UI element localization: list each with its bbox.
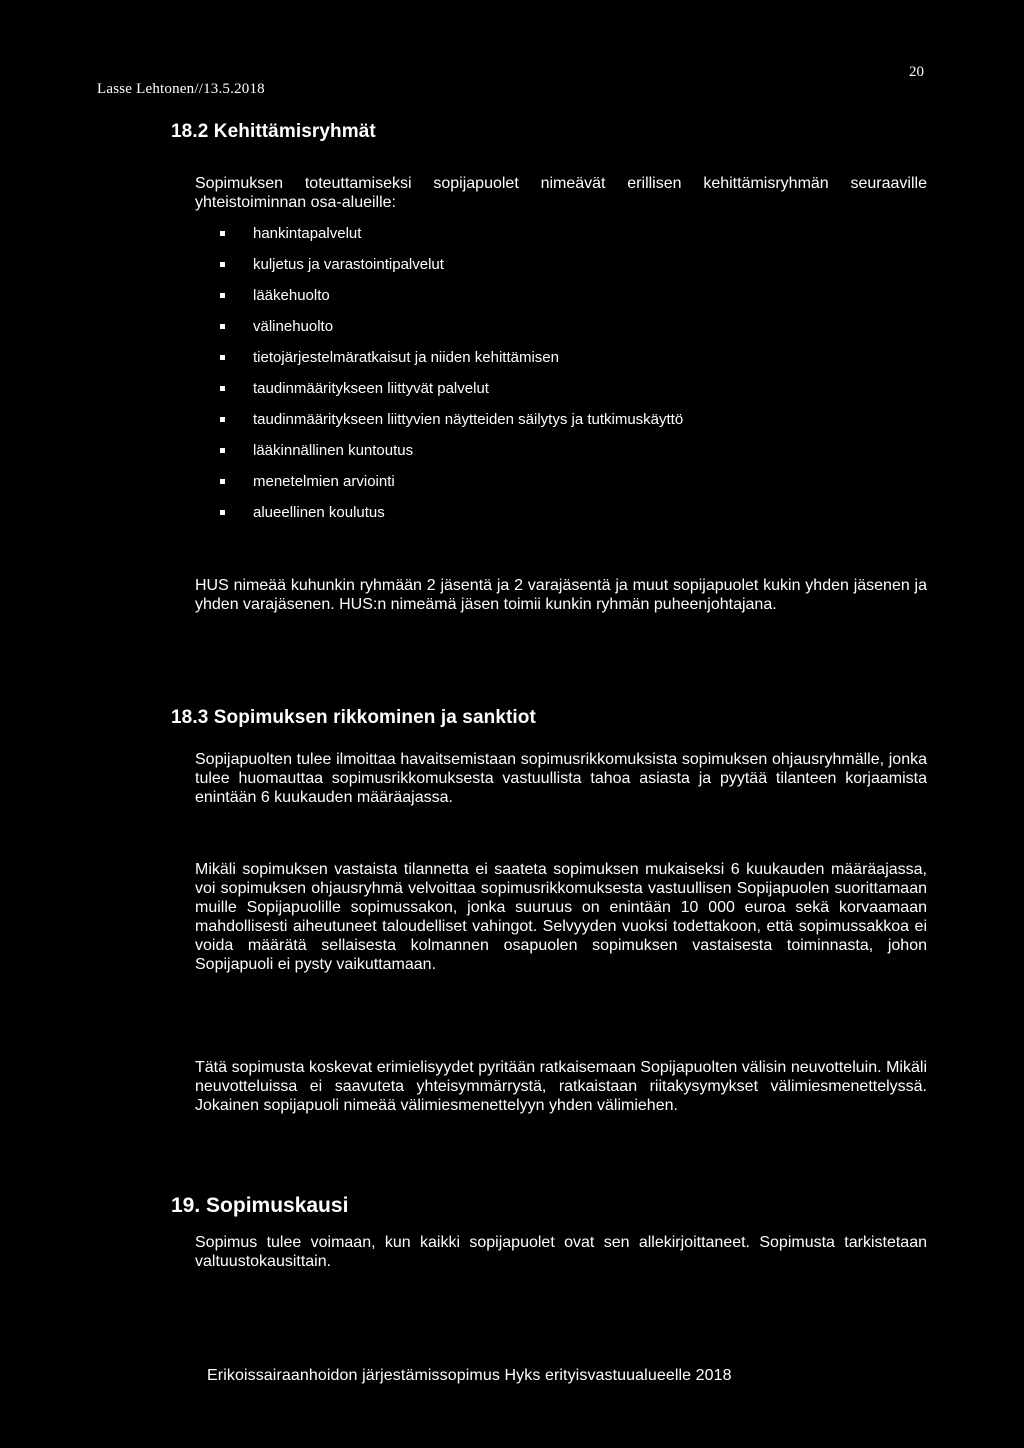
bullet-icon xyxy=(220,293,225,298)
section-18-3-paragraph-2: Mikäli sopimuksen vastaista tilannetta ei saateta sopimuksen mukaiseksi 6 kuukauden määräajassa, voi sopimuksen ohjausryhmä velvoittaa sopimusrikkomuksesta vastuullisen Sopijapuolen suorittamaan muille Sopijapuolille sopimussakon, jonka suuruus on enintään 10 000 euroa sekä korvaamaan mahdollisesti aiheutuneet taloudelliset vahingot. Selvyyden vuoksi todettakoon, että sopimussakkoa ei voida määrätä sellaisesta kolmannen osapuolen sopimuksen vastaisesta toiminnasta, johon Sopijapuoli ei pysty vaikuttamaan. xyxy=(195,861,927,973)
bullet-icon xyxy=(220,262,225,267)
section-19-heading: 19. Sopimuskausi xyxy=(171,1194,349,1217)
bullet-icon xyxy=(220,231,225,236)
section-18-2-closing: HUS nimeää kuhunkin ryhmään 2 jäsentä ja 2 varajäsentä ja muut sopijapuolet kukin yhden jäsenen ja yhden varajäsenen. HUS:n nimeämä jäsen toimii kunkin ryhmän puheenjohtajana. xyxy=(195,577,927,613)
document-page: Lasse Lehtonen//13.5.2018 20 18.2 Kehittämisryhmät Sopimuksen toteuttamiseksi sopijapuolet nimeävät erillisen kehittämisryhmän seuraaville yhteistoiminnan osa-alueille: hankintapalvelut kuljetus ja varastointipalvelut lääkehuolto välinehuolto tietojärjestelmäratkaisut ja niiden kehittämisen taudinmääritykseen liittyvät palvelut taudinmääritykseen liittyvien näytteiden säilytys ja tutkimuskäyttö lääkinnällinen kuntoutus menetelmien arviointi alueellinen koulutus HUS nimeää kuhunkin ryhmään 2 jäsentä ja 2 varajäsentä ja muut sopijapuolet kukin yhden jäsenen ja yhden varajäsenen. HUS:n nimeämä jäsen toimii kunkin ryhmän puheenjohtajana. 18.3 Sopimuksen rikkominen ja sanktiot Sopijapuolten tulee ilmoittaa havaitsemistaan sopimusrikkomuksista sopimuksen ohjausryhmälle, jonka tulee huomauttaa sopimusrikkomuksesta vastuullista tahoa asiasta ja pyytää tilanteen korjaamista enintään 6 kuukauden määräajassa. Mikäli sopimuksen vastaista tilannetta ei saateta sopimuksen mukaiseksi 6 kuukauden määräajassa, voi sopimuksen ohjausryhmä velvoittaa sopimusrikkomuksesta vastuullisen Sopijapuolen suorittamaan muille Sopijapuolille sopimussakon, jonka suuruus on enintään 10 000 euroa sekä korvaamaan mahdollisesti aiheutuneet taloudelliset vahingot. Selvyyden vuoksi todettakoon, että sopimussakkoa ei voida määrätä sellaisesta kolmannen osapuolen sopimuksen vastaisesta toiminnasta, johon Sopijapuoli ei pysty vaikuttamaan. Tätä sopimusta koskevat erimielisyydet pyritään ratkaisemaan Sopijapuolten välisin neuvotteluin. Mikäli neuvotteluissa ei saavuteta yhteisymmärrystä, ratkaistaan riitakysymykset välimiesmenettelyssä. Jokainen sopijapuoli nimeää välimiesmenettelyyn yhden välimiehen. 19. Sopimuskausi Sopimus tulee voimaan, kun kaikki sopijapuolet ovat sen allekirjoittaneet. Sopimusta tarkistetaan valtuustokausittain. Erikoissairaanhoidon järjestämissopimus Hyks erityisvastuualueelle 2018 xyxy=(97,64,927,1384)
bullet-icon xyxy=(220,355,225,360)
section-18-3-paragraph-1: Sopijapuolten tulee ilmoittaa havaitsemistaan sopimusrikkomuksista sopimuksen ohjausryhmälle, jonka tulee huomauttaa sopimusrikkomuksesta vastuullista tahoa asiasta ja pyytää tilanteen korjaamista enintään 6 kuukauden määräajassa. xyxy=(195,751,927,806)
bullet-icon xyxy=(220,417,225,422)
bullet-icon xyxy=(220,510,225,515)
bullet-icon xyxy=(220,386,225,391)
bullet-icon xyxy=(220,448,225,453)
bullet-icon xyxy=(220,479,225,484)
section-18-3-paragraph-3: Tätä sopimusta koskevat erimielisyydet pyritään ratkaisemaan Sopijapuolten välisin neuvotteluin. Mikäli neuvotteluissa ei saavuteta yhteisymmärrystä, ratkaistaan riitakysymykset välimiesmenettelyssä. Jokainen sopijapuoli nimeää välimiesmenettelyyn yhden välimiehen. xyxy=(195,1059,927,1114)
section-18-3-heading: 18.3 Sopimuksen rikkominen ja sanktiot xyxy=(171,707,536,728)
section-18-2-heading: 18.2 Kehittämisryhmät xyxy=(171,121,376,142)
bullet-icon xyxy=(220,324,225,329)
footer-text: Erikoissairaanhoidon järjestämissopimus Hyks erityisvastuualueelle 2018 xyxy=(207,1367,732,1384)
section-19-paragraph: Sopimus tulee voimaan, kun kaikki sopijapuolet ovat sen allekirjoittaneet. Sopimusta tarkistetaan valtuustokausittain. xyxy=(195,1234,927,1270)
page-number: 20 xyxy=(909,64,924,80)
header-author-date: Lasse Lehtonen//13.5.2018 xyxy=(97,81,265,97)
section-18-2-intro: Sopimuksen toteuttamiseksi sopijapuolet nimeävät erillisen kehittämisryhmän seuraaville yhteistoiminnan osa-alueille: xyxy=(195,175,927,211)
